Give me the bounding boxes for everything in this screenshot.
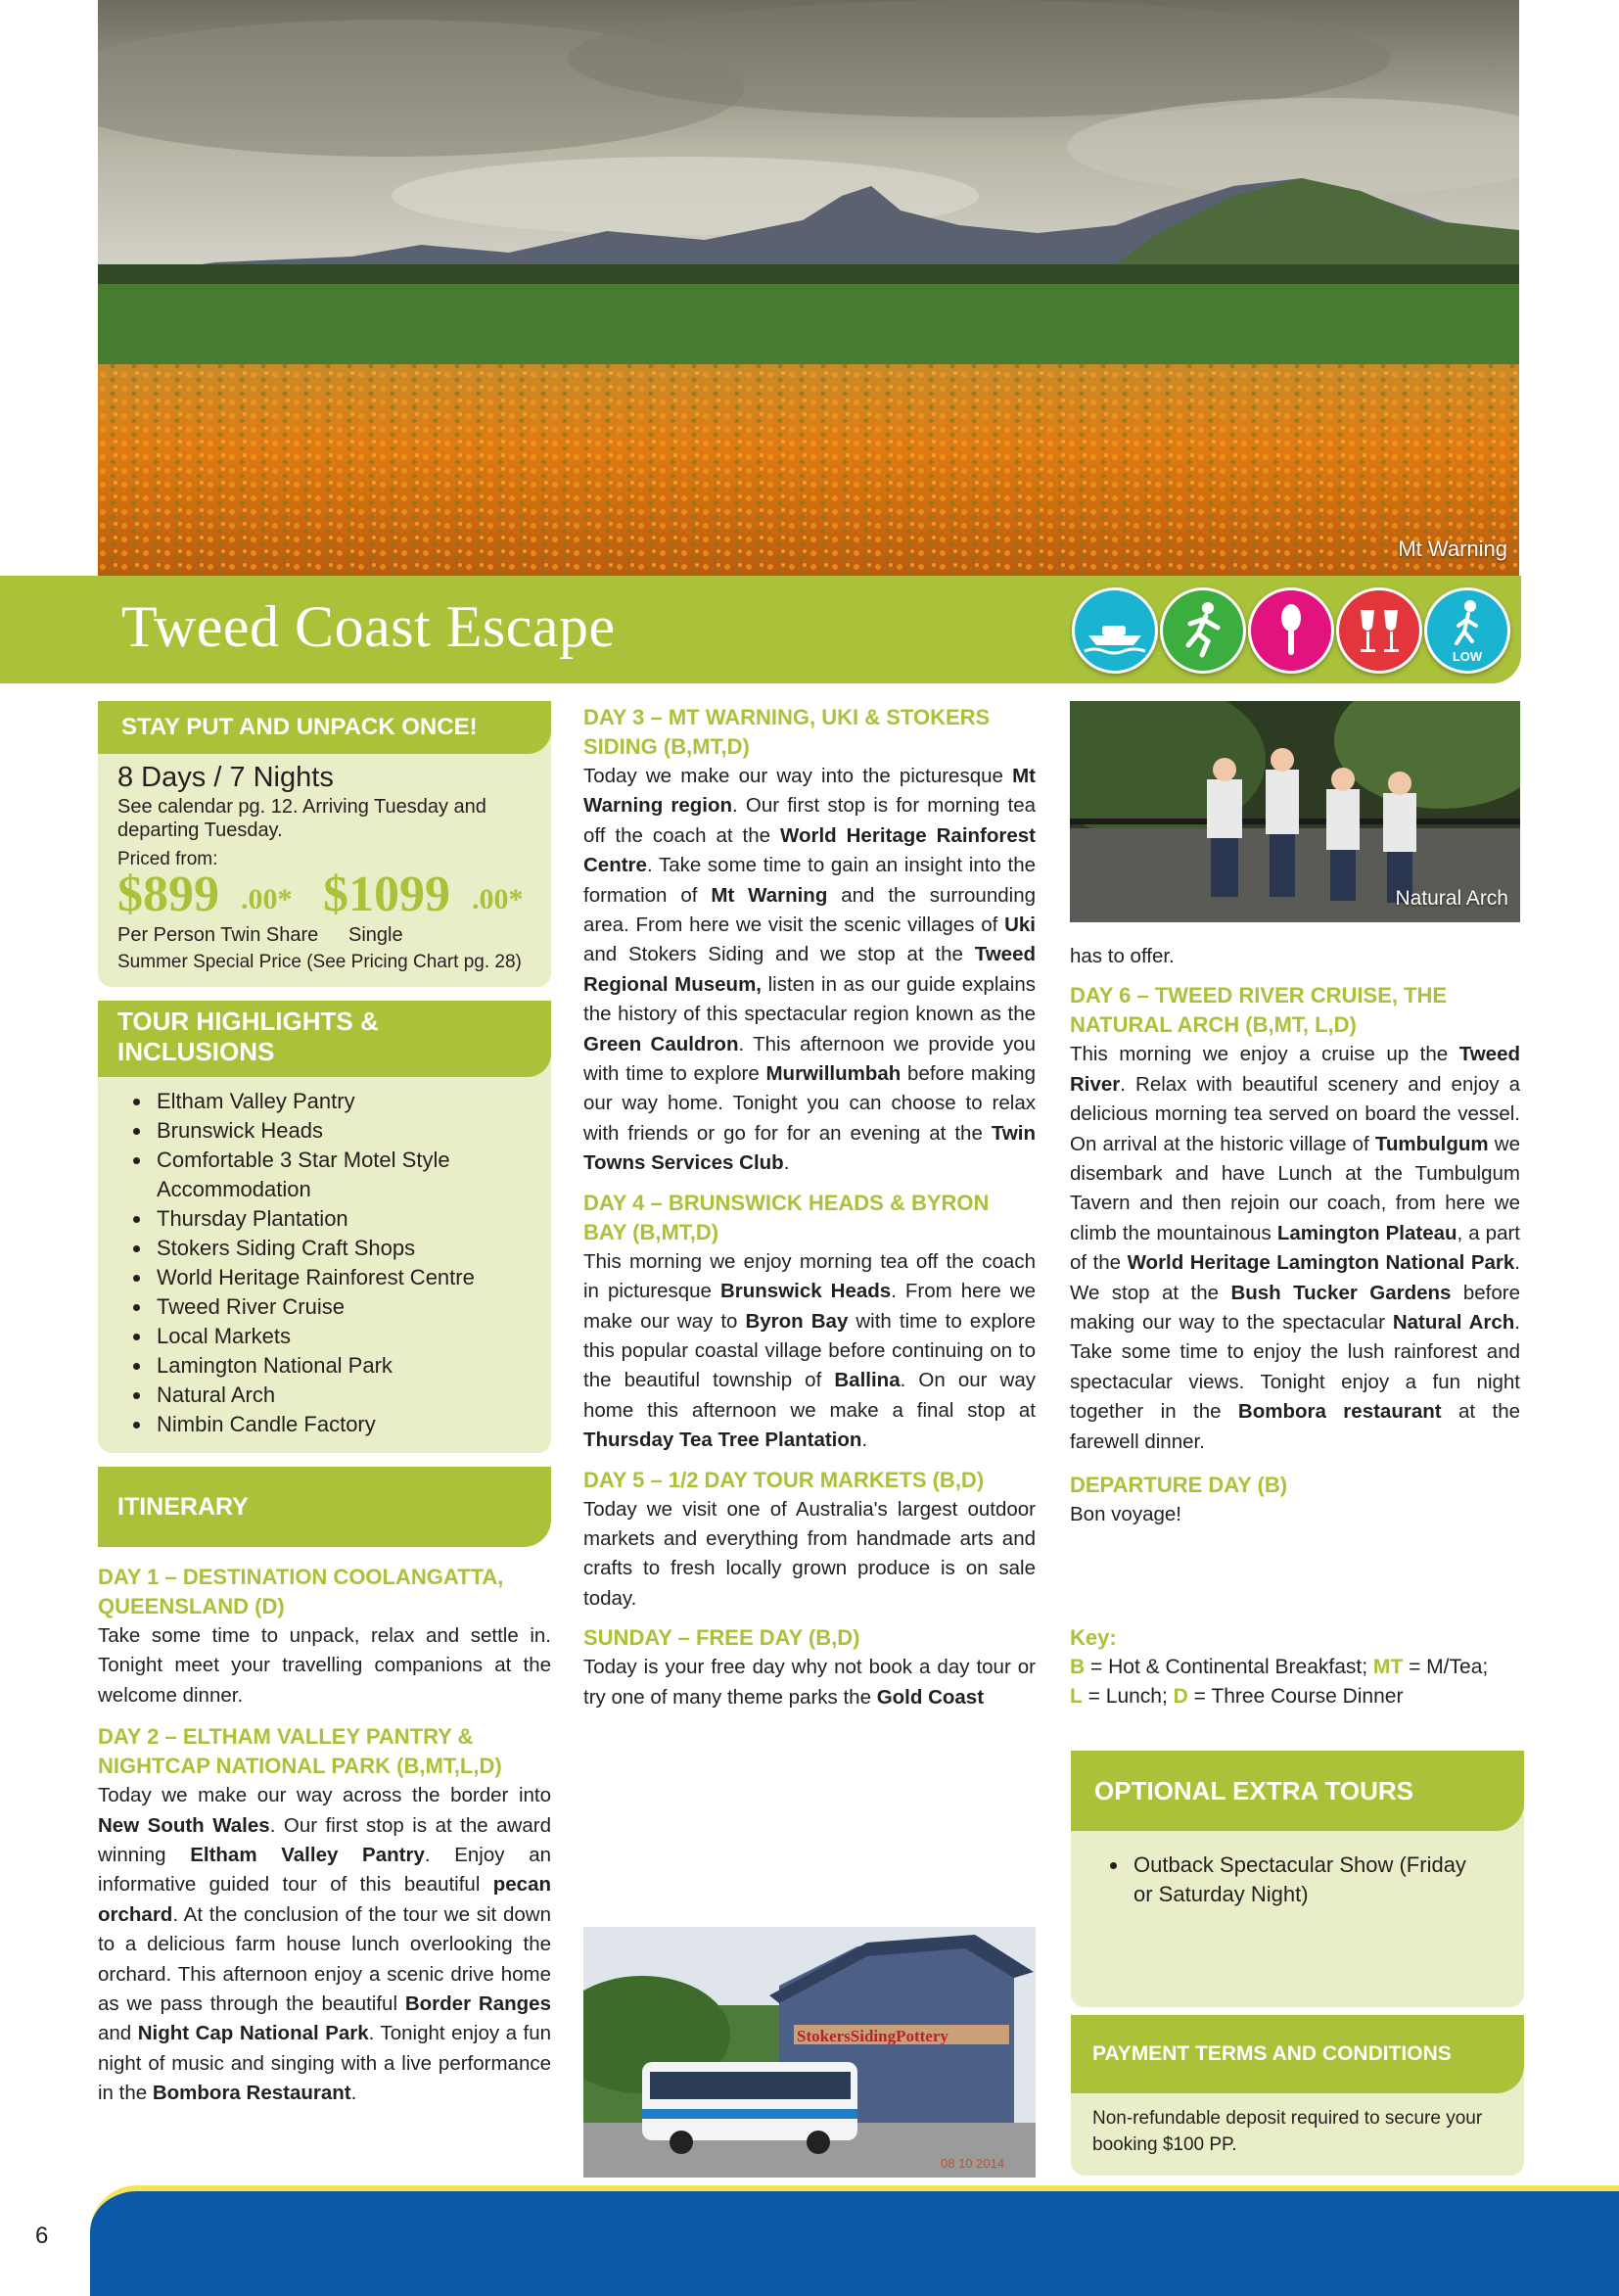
calendar-note: See calendar pg. 12. Arriving Tuesday and departing Tuesday. [117, 796, 486, 841]
day1-text: Take some time to unpack, relax and settle in. Tonight meet your travelling companions at the welcome dinner. [98, 1624, 551, 1707]
highlights-box [98, 1001, 551, 1453]
day3-text: Today we make our way into the picturesque Mt Warning region. Our first stop is for morning tea off the coach at the World Heritage Rainforest Centre. Take some time to gain an insight into the formation of Mt Warning and the surrounding area. From here we visit the scenic villages of Uki and Stokers Siding and we stop at the Tweed Regional Museum, listen in as our guide explains the history of this spectacular region known as the Green Cauldron. This afternoon we provide you with time to explore Murwillumbah before making our way home. Tonight you can choose to relax with friends or go for for an evening at the Twin Towns Services Club. [583, 765, 1036, 1175]
highlight-item: • Local Markets [153, 1322, 551, 1351]
highlight-item: • Thursday Plantation [153, 1204, 551, 1234]
day4-title: DAY 4 – BRUNSWICK HEADS & BYRON BAY (B,MT,D) [583, 1190, 990, 1244]
middle-itinerary-column [583, 703, 1036, 1712]
summer-special-note: Summer Special Price (See Pricing Chart pg. 28) [117, 952, 522, 972]
highlight-item: • Stokers Siding Craft Shops [153, 1234, 551, 1263]
optional-tours-heading: OPTIONAL EXTRA TOURS [1071, 1751, 1524, 1831]
key-l: L [1070, 1685, 1083, 1708]
day5-title: DAY 5 – 1/2 DAY TOUR MARKETS (B,D) [583, 1467, 985, 1492]
highlight-item: • Lamington National Park [153, 1351, 551, 1381]
highlight-item: • Nimbin Candle Factory [153, 1410, 551, 1439]
highlight-item: • Brunswick Heads [153, 1116, 551, 1146]
photo-date-stamp: 08 10 2014 [941, 2156, 1005, 2171]
day4-text: This morning we enjoy morning tea off the coach in picturesque Brunswick Heads. From here we make our way to Byron Bay with time to explore this popular coastal village before continuing on to the beautiful township of Ballina. On our way home this afternoon we make a final stop at Thursday Tea Tree Plantation. [583, 1249, 1037, 1452]
title-band [0, 576, 1521, 683]
stay-put-box [98, 701, 551, 987]
key-heading: Key: [1070, 1625, 1117, 1650]
natural-arch-photo [1070, 701, 1520, 922]
departure-text: Bon voyage! [1070, 1503, 1181, 1526]
day1-title: DAY 1 – DESTINATION COOLANGATTA, QUEENSLAND (D) [98, 1565, 504, 1618]
day2-text: Today we make our way across the border into New South Wales. Our first stop is at the award winning Eltham Valley Pantry. Enjoy an informative guided tour of this beautiful pecan orchard. At the conclusion of the tour we sit down to a delicious farm house lunch overlooking the orchard. This afternoon enjoy a scenic drive home as we pass through the beautiful Border Ranges and Night Cap National Park. Tonight enjoy a fun night of music and singing with a live performance in the Bombora Restaurant. [98, 1784, 552, 2105]
twin-share-label: Per Person Twin Share [117, 924, 319, 946]
bus-pottery-image [583, 1927, 1036, 2178]
low-activity-label: LOW [1452, 649, 1483, 664]
wine-glasses-icon [1336, 587, 1422, 674]
highlight-item: • Tweed River Cruise [153, 1292, 551, 1322]
payment-terms-heading: PAYMENT TERMS AND CONDITIONS [1071, 2015, 1524, 2093]
dining-icon [1248, 587, 1334, 674]
highlight-item: • Eltham Valley Pantry [153, 1087, 551, 1116]
payment-terms-box [1071, 2015, 1524, 2176]
itinerary-heading: ITINERARY [98, 1467, 551, 1547]
right-itinerary-column [1070, 942, 1520, 1530]
key-d: D [1173, 1685, 1188, 1708]
photo-caption: Mt Warning [1398, 537, 1507, 561]
sunday-text: Today is your free day why not book a day tour or try one of many theme parks the Gold Coast [583, 1656, 1036, 1709]
optional-tour-item: • Outback Spectacular Show (Friday or Saturday Night) [1130, 1851, 1485, 1909]
twin-price-cents: .00* [241, 883, 293, 915]
meal-key: Key: B = Hot & Continental Breakfast; MT = M/Tea; L = Lunch; D = Three Course Dinner [1070, 1623, 1520, 1711]
pottery-sign-text: StokersSidingPottery [797, 2027, 948, 2045]
single-price-cents: .00* [472, 883, 524, 915]
low-activity-icon [1424, 587, 1510, 674]
natural-arch-caption: Natural Arch [1395, 887, 1508, 910]
stokers-siding-photo [583, 1927, 1036, 2178]
left-itinerary-column [98, 1563, 551, 2109]
departure-title: DEPARTURE DAY (B) [1070, 1473, 1288, 1498]
highlight-item: • World Heritage Rainforest Centre [153, 1263, 551, 1292]
highlight-item: • Comfortable 3 Star Motel Style Accommodation [153, 1146, 551, 1204]
sunday-text-continued: has to offer. [1070, 945, 1175, 967]
mt-warning-landscape [98, 0, 1519, 576]
highlights-heading [98, 1001, 551, 1077]
single-price: $1099 [323, 867, 450, 922]
optional-tours-box [1071, 1751, 1524, 2007]
cruise-boat-icon [1072, 587, 1158, 674]
day3-title: DAY 3 – MT WARNING, UKI & STOKERS SIDING (B,MT,D) [583, 705, 991, 759]
day6-title: DAY 6 – TWEED RIVER CRUISE, THE NATURAL ARCH (B,MT, L,D) [1070, 983, 1448, 1038]
active-walker-icon [1160, 587, 1246, 674]
tour-duration: 8 Days / 7 Nights [117, 762, 334, 793]
sunday-title: SUNDAY – FREE DAY (B,D) [583, 1625, 860, 1651]
key-b: B [1070, 1656, 1086, 1678]
day6-text: This morning we enjoy a cruise up the Tweed River. Relax with beautiful scenery and enjoy a delicious morning tea served on board the vessel. On arrival at the historic village of Tumbulgum we disembark and have Lunch at the Tumbulgum Tavern and then rejoin our coach, from here we climb the mountainous Lamington Plateau, a part of the World Heritage Lamington National Park. We stop at the Bush Tucker Gardens before making our way to the spectacular Natural Arch. Take some time to enjoy the lush rainforest and spectacular views. Tonight enjoy a fun night together in the Bombora restaurant at the farewell dinner. [1070, 1043, 1521, 1453]
highlights-heading-text: TOUR HIGHLIGHTS & INCLUSIONS [117, 1007, 379, 1066]
payment-terms-text: Non-refundable deposit required to secure your booking $100 PP. [1092, 2108, 1483, 2155]
page-title: Tweed Coast Escape [121, 594, 616, 659]
single-label: Single [348, 924, 403, 946]
hero-photo [98, 0, 1519, 576]
price-row [117, 867, 532, 924]
footer-band [90, 2185, 1619, 2296]
stay-put-heading: STAY PUT AND UNPACK ONCE! [98, 701, 551, 754]
highlight-item: • Natural Arch [153, 1381, 551, 1410]
day5-text: Today we visit one of Australia's largest outdoor markets and everything from handmade arts and crafts to fresh locally grown produce is on sale today. [583, 1497, 1036, 1610]
optional-tours-list [1071, 1851, 1524, 1909]
page-number: 6 [35, 2223, 49, 2249]
twin-price: $899 [117, 867, 219, 922]
priced-from-label: Priced from: [117, 849, 218, 869]
highlights-list [98, 1087, 551, 1439]
key-mt: MT [1372, 1656, 1404, 1678]
day2-title: DAY 2 – ELTHAM VALLEY PANTRY & NIGHTCAP NATIONAL PARK (B,MT,L,D) [98, 1724, 502, 1779]
